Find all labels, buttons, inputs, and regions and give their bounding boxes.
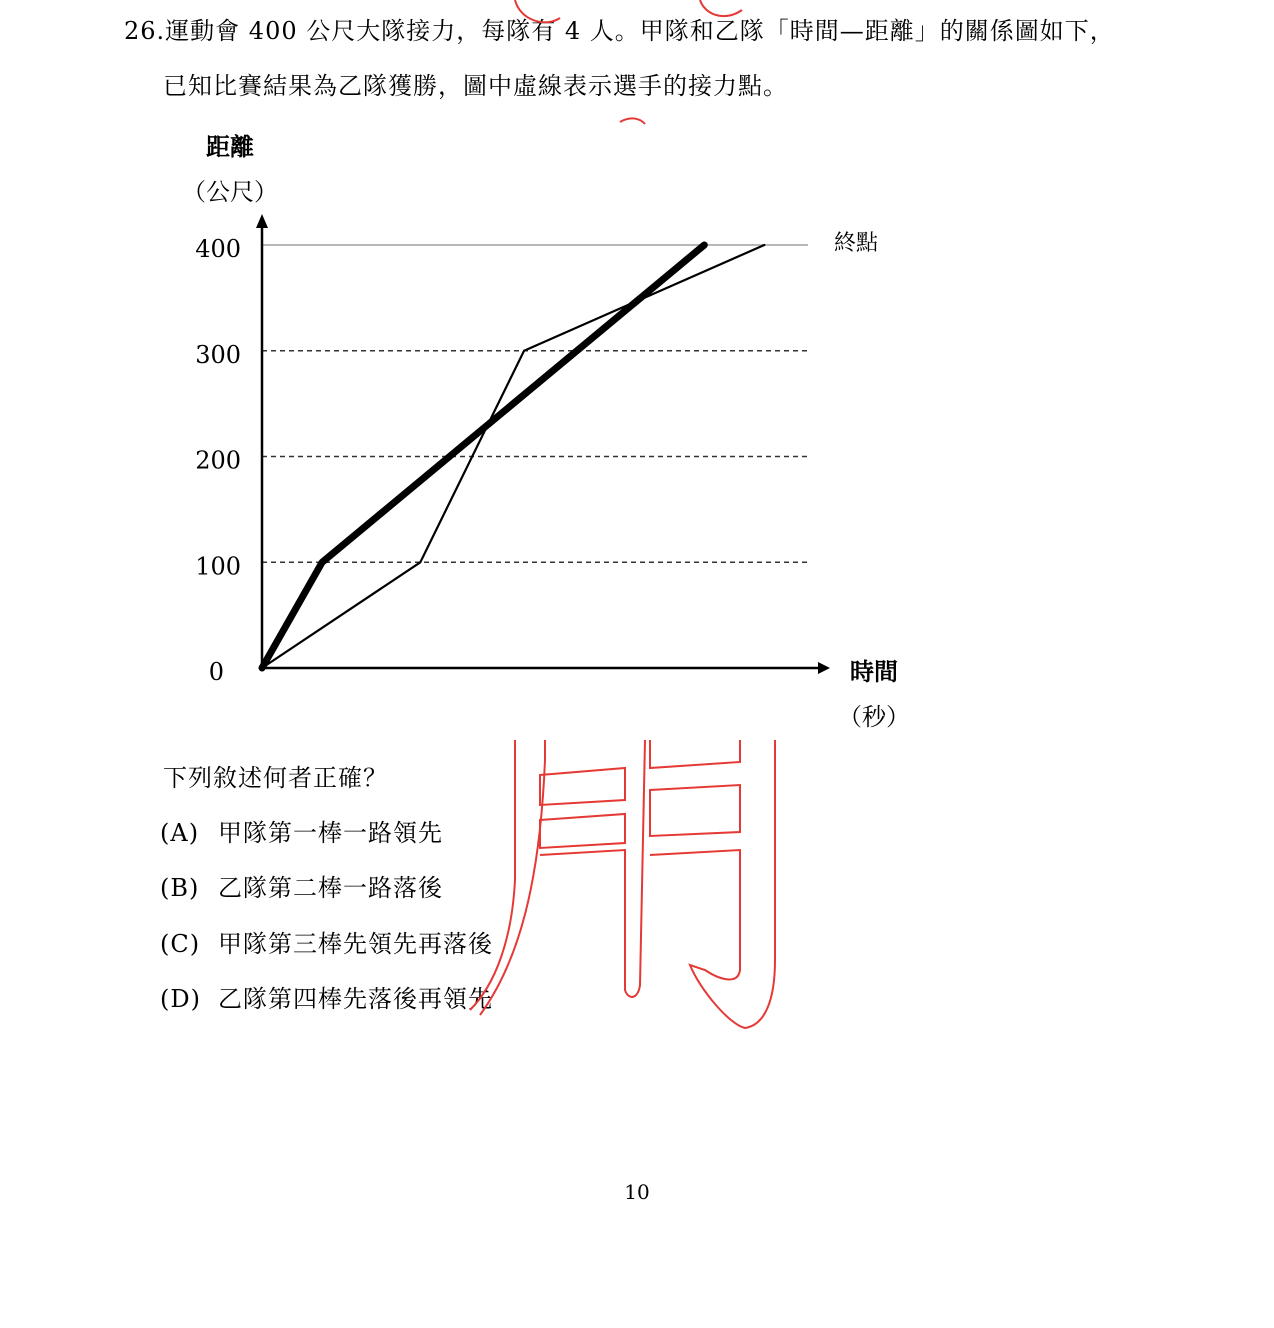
- y-tick-label: 300: [195, 340, 241, 369]
- question-prompt: 下列敘述何者正確？: [163, 764, 388, 792]
- option-c-text: 甲隊第三棒先領先再落後: [218, 930, 493, 958]
- y-axis-arrow: [256, 214, 268, 228]
- y-tick-label: 400: [195, 235, 241, 263]
- x-axis-label: 時間: [850, 658, 898, 686]
- x-axis-unit: （秒）: [838, 703, 910, 731]
- finish-label: 終點: [834, 231, 879, 256]
- option-c: [160, 924, 493, 959]
- option-b: [160, 868, 443, 903]
- y-tick-label: 200: [195, 446, 241, 475]
- y-axis-label: 距離: [206, 133, 254, 161]
- option-c-label: (C): [160, 930, 201, 958]
- option-b-text: 乙隊第二棒一路落後: [218, 874, 443, 902]
- option-d: [160, 979, 493, 1014]
- option-d-text: 乙隊第四棒先落後再領先: [218, 985, 493, 1013]
- option-a: [160, 813, 443, 848]
- y-tick-label: 100: [195, 552, 241, 581]
- option-a-text: 甲隊第一棒一路領先: [218, 819, 443, 847]
- question-line-2: 已知比賽結果為乙隊獲勝，圖中虛線表示選手的接力點。: [163, 72, 788, 100]
- question-line-1: 26.運動會 400 公尺大隊接力，每隊有 4 人。甲隊和乙隊「時間—距離」的關係圖如下，: [124, 17, 1115, 45]
- page-number: 10: [624, 1180, 650, 1204]
- y-axis-unit: （公尺）: [182, 178, 278, 206]
- option-a-label: (A): [160, 819, 200, 847]
- y-tick-label: 0: [208, 658, 224, 686]
- option-b-label: (B): [160, 874, 200, 902]
- option-d-label: (D): [160, 985, 201, 1013]
- x-axis-arrow: [818, 662, 830, 674]
